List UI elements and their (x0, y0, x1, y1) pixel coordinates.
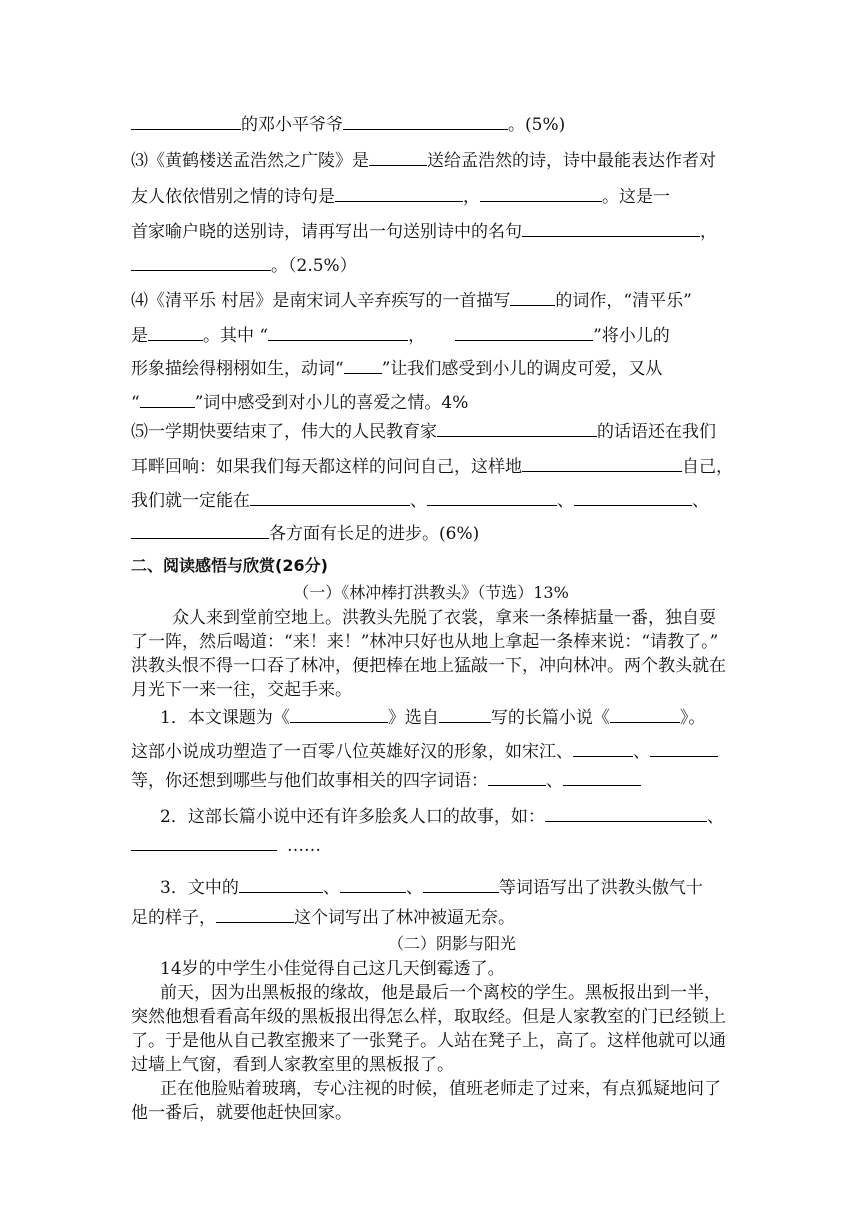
passage-line: 洪教头恨不得一口吞了林冲，便把棒在地上猛敲一下，冲向林冲。两个教头就在 (131, 656, 726, 676)
p1-q3-line-2 (131, 903, 731, 928)
q5-line-3 (131, 486, 731, 511)
blank[interactable] (573, 742, 633, 757)
blank[interactable] (340, 878, 406, 893)
q3-line-4 (131, 251, 731, 276)
text: ， (700, 222, 717, 242)
blank[interactable] (574, 491, 692, 506)
text: “ (131, 393, 140, 413)
blank[interactable] (131, 836, 277, 851)
text: 、 (692, 491, 709, 511)
text: 耳畔回响：如果我们每天都这样的问问自己，这样地 (131, 457, 522, 477)
text: 是 (131, 326, 148, 346)
text: ， (463, 187, 480, 207)
text: 、 (633, 742, 650, 762)
text: 。(5%) (508, 115, 566, 135)
text: 足的样子， (131, 908, 216, 928)
q4-line-2 (131, 321, 731, 346)
text: 这个词写出了林冲被逼无奈。 (294, 908, 515, 928)
text: ”将小儿的 (593, 326, 670, 346)
text: 。（2.5%） (271, 256, 357, 276)
q5-line-1 (131, 417, 731, 442)
blank[interactable] (439, 708, 491, 723)
blank[interactable] (480, 187, 602, 202)
blank[interactable] (131, 115, 241, 130)
text: 》选自 (387, 708, 439, 728)
p1-q1-line-2 (131, 737, 731, 762)
text: 。其中 “ (203, 326, 269, 346)
blank[interactable] (455, 326, 593, 341)
passage-line: 了。于是他从自己教室搬来了一张凳子。人站在凳子上，高了。这样他就可以通 (131, 1031, 726, 1051)
p1-q3-line-1 (160, 873, 760, 898)
q3-line-3 (131, 217, 731, 242)
text: ⑶《黄鹤楼送孟浩然之广陵》是 (131, 151, 369, 171)
text: 写的长篇小说《 (490, 708, 610, 728)
text: ”让我们感受到小儿的调皮可爱，又从 (381, 359, 663, 379)
text: ⑷《清平乐 村居》是南宋词人辛弃疾写的一首描写 (131, 291, 511, 311)
text: 的邓小平爷爷 (241, 115, 343, 135)
text: 。这是一 (602, 187, 670, 207)
text: …… (287, 836, 321, 856)
blank[interactable] (423, 878, 499, 893)
q5-line-4 (131, 519, 731, 544)
text: 各方面有长足的进步。(6%) (269, 524, 480, 544)
blank[interactable] (290, 708, 388, 723)
text: 3．文中的 (160, 878, 239, 898)
blank[interactable] (239, 878, 323, 893)
blank[interactable] (650, 742, 718, 757)
p1-q2-line-1 (160, 802, 760, 827)
passage-line: 他一番后，就要他赶快回家。 (131, 1103, 352, 1123)
blank[interactable] (522, 222, 700, 237)
p1-q1-line-3 (131, 766, 731, 791)
text: 首家喻户晓的送别诗，请再写出一句送别诗中的名句 (131, 222, 522, 242)
blank[interactable] (268, 326, 408, 341)
text: 》。 (679, 708, 706, 728)
text: 、 (405, 878, 423, 898)
blank[interactable] (545, 807, 707, 822)
text: 等词语写出了洪教头傲气十 (498, 878, 703, 898)
passage-line: 过墙上气窗，看到人家教室里的黑板报了。 (131, 1055, 454, 1075)
p1-q2-line-2 (131, 836, 731, 856)
passage-line: 突然他想看看高年级的黑板报出得怎么样，取取经。但是人家教室的门已经锁上 (131, 1007, 726, 1027)
text: ⑸一学期快要结束了，伟大的人民教育家 (131, 422, 437, 442)
text: 我们就一定能在 (131, 491, 250, 511)
text: 的词作，“清平乐” (555, 291, 692, 311)
passage-line: 月光下一来一往，交起手来。 (131, 680, 352, 700)
blank[interactable] (488, 771, 546, 786)
q4-line-1 (131, 286, 731, 311)
blank[interactable] (563, 771, 641, 786)
q4-line-4 (131, 388, 731, 413)
blank[interactable] (610, 708, 680, 723)
passage-title: （一）《林冲棒打洪教头》（节选）13% (293, 583, 569, 602)
text: 的话语还在我们 (597, 422, 716, 442)
text: 、 (410, 491, 427, 511)
passage-line: 前天，因为出黑板报的缘故，他是最后一个离校的学生。黑板报出到一半， (160, 983, 721, 1003)
blank[interactable] (343, 115, 508, 130)
blank[interactable] (522, 457, 682, 472)
q5-line-2 (131, 452, 731, 477)
blank[interactable] (140, 393, 195, 408)
text: ， (408, 326, 426, 346)
blank[interactable] (216, 908, 294, 923)
text: 这部小说成功塑造了一百零八位英雄好汉的形象，如宋江、 (131, 742, 573, 762)
passage-line: 14岁的中学生小佳觉得自己这几天倒霉透了。 (160, 959, 505, 979)
q3-line-1 (131, 146, 731, 171)
text: 、 (322, 878, 340, 898)
text: 、 (546, 771, 563, 791)
text: 、 (557, 491, 574, 511)
blank[interactable] (335, 187, 463, 202)
text: 友人依依惜别之情的诗句是 (131, 187, 335, 207)
blank[interactable] (148, 326, 203, 341)
blank[interactable] (131, 256, 271, 271)
text: 形象描绘得栩栩如生，动词“ (131, 359, 344, 379)
passage-line: 了一阵，然后喝道：“来！来！”林冲只好也从地上拿起一条棒来说：“请教了。” (131, 632, 719, 652)
text: 自己， (682, 457, 733, 477)
blank[interactable] (437, 422, 597, 437)
blank[interactable] (250, 491, 410, 506)
text: ”词中感受到对小儿的喜爱之情。4% (194, 393, 469, 413)
blank[interactable] (344, 359, 382, 374)
blank[interactable] (131, 524, 269, 539)
blank[interactable] (510, 291, 555, 306)
q4-line-3 (131, 354, 731, 379)
text: 2．这部长篇小说中还有许多脍炙人口的故事，如： (160, 807, 545, 827)
q-continuation-line (131, 110, 731, 135)
q3-line-2 (131, 182, 731, 207)
blank[interactable] (427, 491, 557, 506)
text: 1．本文课题为《 (160, 708, 290, 728)
p1-q1-line-1 (160, 703, 760, 728)
blank[interactable] (369, 151, 427, 166)
passage-line: 正在他脸贴着玻璃，专心注视的时候，值班老师走了过来，有点狐疑地问了 (160, 1079, 721, 1099)
text: 送给孟浩然的诗，诗中最能表达作者对 (427, 151, 716, 171)
section-heading: 二、阅读感悟与欣赏(26分) (131, 556, 328, 575)
passage-line: 众人来到堂前空地上。洪教头先脱了衣裳，拿来一条棒掂量一番，独自耍 (172, 608, 716, 628)
text: 、 (706, 807, 724, 827)
passage-title: （二）阴影与阳光 (388, 934, 517, 953)
text: 等，你还想到哪些与他们故事相关的四字词语： (131, 771, 488, 791)
